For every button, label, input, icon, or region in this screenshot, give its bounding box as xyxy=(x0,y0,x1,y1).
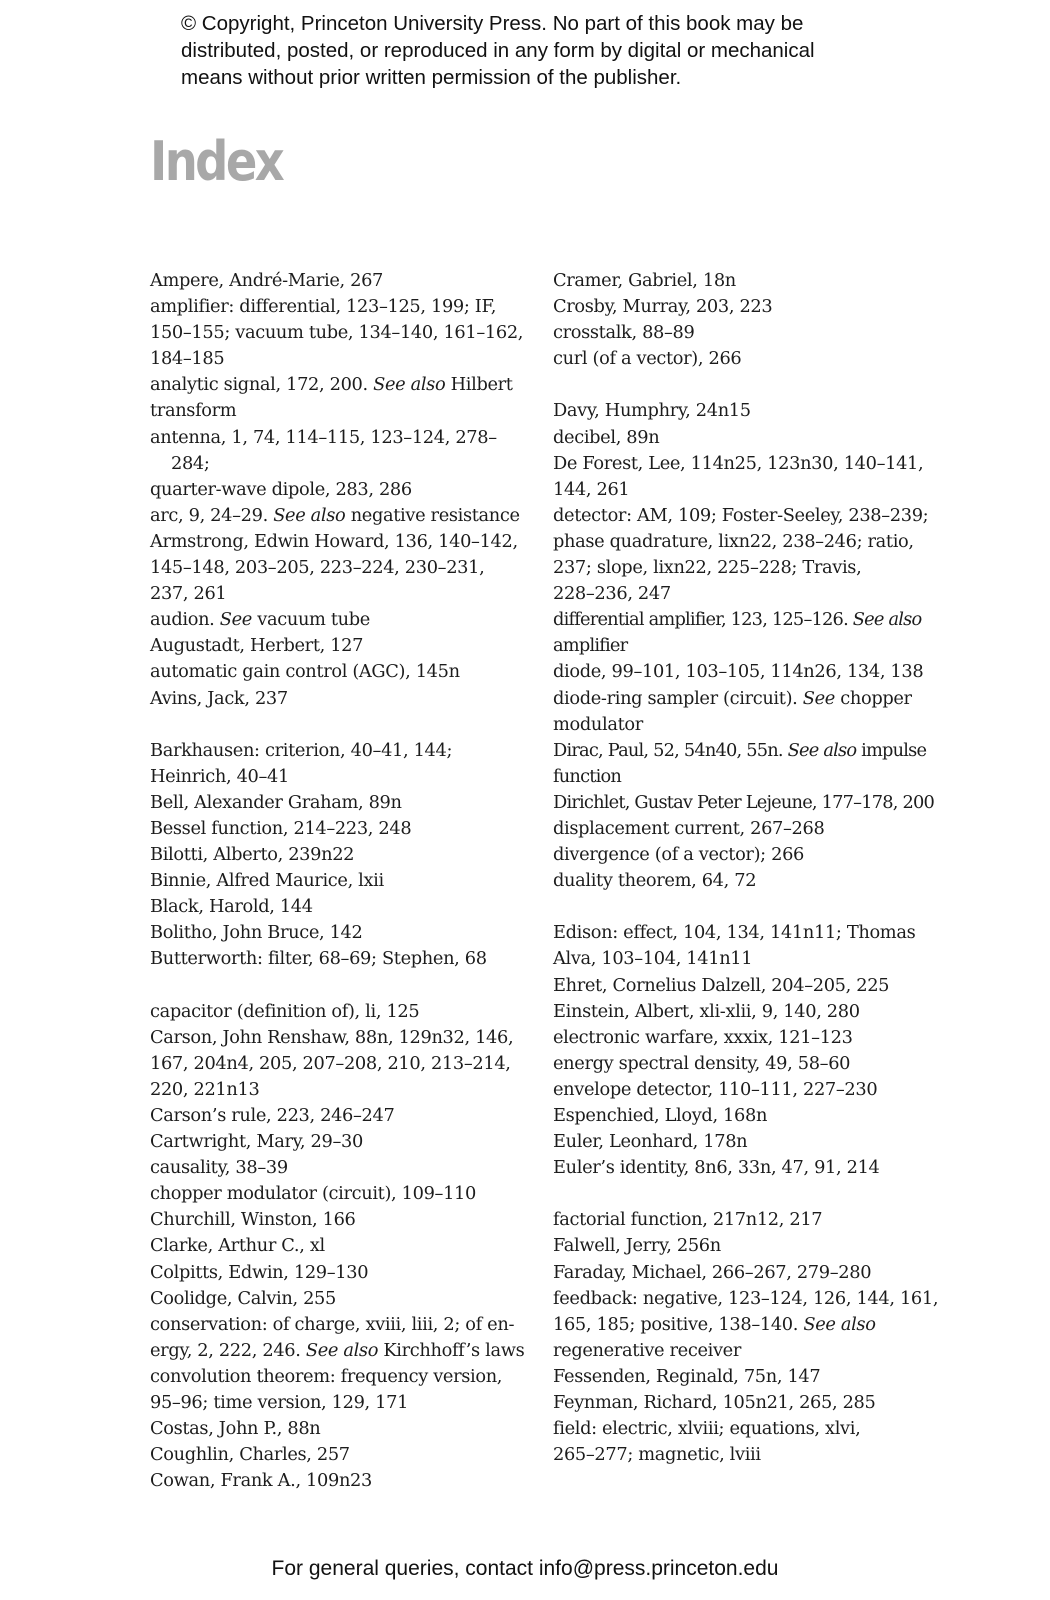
index-entry xyxy=(150,1416,530,1442)
index-column-left xyxy=(150,268,530,1494)
index-entry-line: divergence (of a vector); 266 xyxy=(553,844,805,866)
cross-reference-label: See xyxy=(802,687,835,709)
index-entry-line: 184–185 xyxy=(150,348,225,370)
index-entry xyxy=(150,607,530,633)
index-column-right xyxy=(553,268,943,1468)
index-entry xyxy=(553,816,943,842)
index-entry-line: Faraday, Michael, 266–267, 279–280 xyxy=(553,1261,872,1283)
index-entry xyxy=(150,1103,530,1129)
index-entry-line: De Forest, Lee, 114n25, 123n30, 140–141, xyxy=(553,452,924,474)
cross-reference-label: See also xyxy=(373,374,446,396)
index-entry-line: 237; slope, lixn22, 225–228; Travis, xyxy=(553,557,862,579)
index-entry-line: Carson’s rule, 223, 246–247 xyxy=(150,1105,395,1126)
index-entry xyxy=(150,633,530,659)
index-entry-line: Barkhausen: criterion, 40–41, 144; xyxy=(150,739,453,761)
index-entry-line: Falwell, Jerry, 256n xyxy=(553,1235,721,1257)
cross-reference-label: See also xyxy=(273,504,346,526)
index-entry-line: Augustadt, Herbert, 127 xyxy=(150,635,364,657)
index-entry-line: Euler, Leonhard, 178n xyxy=(553,1131,748,1153)
index-entry-line: 144, 261 xyxy=(553,478,630,500)
index-entry xyxy=(150,1155,530,1181)
index-entry xyxy=(553,1260,943,1286)
index-entry xyxy=(150,868,530,894)
index-entry-line: 220, 221n13 xyxy=(150,1078,260,1100)
index-entry xyxy=(553,1233,943,1259)
index-entry xyxy=(150,1442,530,1468)
index-entry xyxy=(553,1416,943,1468)
index-entry-line: Ampere, André-Marie, 267 xyxy=(150,270,384,291)
index-entry-line: differential amplifier, 123, 125–126. See also xyxy=(553,609,922,631)
index-entry xyxy=(150,1207,530,1233)
index-entry xyxy=(150,659,530,685)
index-entry-line: crosstalk, 88–89 xyxy=(553,322,695,344)
index-entry-line: Carson, John Renshaw, 88n, 129n32, 146, xyxy=(150,1026,514,1048)
index-entry xyxy=(553,738,943,790)
index-entry xyxy=(553,686,943,738)
letter-group-gap xyxy=(553,372,943,398)
index-entry xyxy=(553,1155,943,1181)
index-entry xyxy=(150,268,530,294)
index-entry xyxy=(553,294,943,320)
index-entry xyxy=(553,1129,943,1155)
index-entry-line: duality theorem, 64, 72 xyxy=(553,870,757,892)
index-entry-line: Espenchied, Lloyd, 168n xyxy=(553,1105,768,1126)
index-entry xyxy=(150,999,530,1025)
index-entry xyxy=(553,503,943,607)
index-entry-line: Dirac, Paul, 52, 54n40, 55n. See also impulse xyxy=(553,739,927,761)
index-entry xyxy=(553,868,943,894)
index-entry-line: Feynman, Richard, 105n21, 265, 285 xyxy=(553,1392,876,1414)
letter-group-gap xyxy=(150,973,530,999)
index-entry xyxy=(553,320,943,346)
index-entry-line: Einstein, Albert, xli-xlii, 9, 140, 280 xyxy=(553,1000,860,1022)
index-entry xyxy=(553,1051,943,1077)
letter-group-gap xyxy=(150,712,530,738)
index-entry-line: feedback: negative, 123–124, 126, 144, 161, xyxy=(553,1287,939,1309)
index-entry xyxy=(150,842,530,868)
index-entry xyxy=(553,346,943,372)
index-entry-line: amplifier xyxy=(553,635,628,657)
index-entry-line: automatic gain control (AGC), 145n xyxy=(150,661,460,683)
index-entry-line: Davy, Humphry, 24n15 xyxy=(553,400,751,422)
index-entry xyxy=(150,1129,530,1155)
index-entry xyxy=(150,372,530,424)
index-entry-line: Ehret, Cornelius Dalzell, 204–205, 225 xyxy=(553,974,890,996)
index-entry-line: quarter-wave dipole, 283, 286 xyxy=(150,478,412,500)
index-entry-line: Bessel function, 214–223, 248 xyxy=(150,817,412,839)
index-entry-line: field: electric, xlviii; equations, xlvi, xyxy=(553,1418,861,1440)
index-entry xyxy=(553,451,943,503)
index-entry xyxy=(553,1025,943,1051)
index-entry xyxy=(553,398,943,424)
letter-group-gap xyxy=(553,894,943,920)
index-entry-line: 165, 185; positive, 138–140. See also xyxy=(553,1313,876,1335)
index-entry-line: Coughlin, Charles, 257 xyxy=(150,1444,350,1466)
index-entry-line: Churchill, Winston, 166 xyxy=(150,1209,356,1231)
index-entry xyxy=(150,1312,530,1364)
index-entry-line: Dirichlet, Gustav Peter Lejeune, 177–178, 200 xyxy=(553,791,935,813)
copyright-line: distributed, posted, or reproduced in any form by digital or mechanical xyxy=(181,39,815,62)
index-entry xyxy=(150,920,530,946)
index-entry xyxy=(150,1468,530,1494)
index-entry-line: 237, 261 xyxy=(150,583,227,605)
index-entry xyxy=(553,425,943,451)
index-entry-line: Butterworth: filter, 68–69; Stephen, 68 xyxy=(150,948,487,970)
index-entry-line: Colpitts, Edwin, 129–130 xyxy=(150,1261,369,1283)
index-entry xyxy=(553,842,943,868)
index-entry-line: Cramer, Gabriel, 18n xyxy=(553,270,736,291)
index-entry-line: Costas, John P., 88n xyxy=(150,1418,321,1440)
index-entry xyxy=(150,946,530,972)
index-entry-line: 228–236, 247 xyxy=(553,583,671,605)
index-entry xyxy=(553,1077,943,1103)
index-entry-line: arc, 9, 24–29. See also negative resistance xyxy=(150,504,520,526)
cross-reference-label: See xyxy=(219,609,252,631)
index-entry-line: 150–155; vacuum tube, 134–140, 161–162, xyxy=(150,322,524,344)
index-entry-line: causality, 38–39 xyxy=(150,1157,288,1179)
index-entry xyxy=(150,1233,530,1259)
index-entry-line: diode-ring sampler (circuit). See chopper xyxy=(553,687,912,709)
index-entry xyxy=(150,686,530,712)
index-entry-line: audion. See vacuum tube xyxy=(150,609,370,631)
index-entry-line: Crosby, Murray, 203, 223 xyxy=(553,296,773,318)
index-entry-line: Avins, Jack, 237 xyxy=(150,687,288,709)
copyright-line: means without prior written permission of the publisher. xyxy=(181,66,682,89)
index-entry xyxy=(150,1025,530,1103)
index-entry-line: Heinrich, 40–41 xyxy=(150,765,289,787)
page-title: Index xyxy=(150,130,283,193)
index-entry xyxy=(553,1364,943,1390)
index-entry-line: conservation: of charge, xviii, liii, 2; of en- xyxy=(150,1313,515,1335)
index-entry xyxy=(150,1286,530,1312)
index-entry-line: Armstrong, Edwin Howard, 136, 140–142, xyxy=(150,530,518,552)
index-entry-line: envelope detector, 110–111, 227–230 xyxy=(553,1078,878,1100)
index-entry-line: Cowan, Frank A., 109n23 xyxy=(150,1470,372,1492)
index-entry xyxy=(150,294,530,372)
index-entry xyxy=(150,790,530,816)
index-entry-line: Fessenden, Reginald, 75n, 147 xyxy=(553,1365,821,1387)
index-entry xyxy=(150,503,530,529)
index-entry-line: Clarke, Arthur C., xl xyxy=(150,1235,325,1257)
index-entry-line: 265–277; magnetic, lviii xyxy=(553,1444,761,1466)
index-entry-line: transform xyxy=(150,400,237,422)
index-entry xyxy=(150,425,530,503)
index-entry xyxy=(150,1181,530,1207)
index-entry-line: ergy, 2, 222, 246. See also Kirchhoff’s laws xyxy=(150,1339,525,1361)
index-entry xyxy=(553,1103,943,1129)
index-entry-line: displacement current, 267–268 xyxy=(553,817,825,839)
index-entry xyxy=(553,1390,943,1416)
index-entry xyxy=(553,1207,943,1233)
index-entry-line: Alva, 103–104, 141n11 xyxy=(553,948,753,970)
index-entry xyxy=(150,1364,530,1416)
index-entry xyxy=(553,607,943,659)
index-entry-line: factorial function, 217n12, 217 xyxy=(553,1209,823,1231)
index-entry xyxy=(150,1260,530,1286)
index-entry-line: energy spectral density, 49, 58–60 xyxy=(553,1052,851,1074)
index-entry-line: Bolitho, John Bruce, 142 xyxy=(150,922,363,944)
index-entry-line: 145–148, 203–205, 223–224, 230–231, xyxy=(150,557,485,579)
index-entry-line: curl (of a vector), 266 xyxy=(553,348,742,370)
index-entry-line: Black, Harold, 144 xyxy=(150,896,313,918)
index-entry-line: Coolidge, Calvin, 255 xyxy=(150,1287,336,1309)
index-entry xyxy=(553,920,943,972)
index-entry-line: modulator xyxy=(553,713,643,735)
index-entry xyxy=(553,973,943,999)
index-entry xyxy=(150,894,530,920)
index-entry-line: analytic signal, 172, 200. See also Hilbert xyxy=(150,374,513,396)
letter-group-gap xyxy=(553,1181,943,1207)
index-entry-line: phase quadrature, lixn22, 238–246; ratio, xyxy=(553,530,914,552)
index-entry xyxy=(553,999,943,1025)
index-entry-line: capacitor (definition of), li, 125 xyxy=(150,1000,420,1022)
index-entry xyxy=(150,816,530,842)
copyright-line: © Copyright, Princeton University Press. No part of this book may be xyxy=(181,12,804,35)
index-entry-line: decibel, 89n xyxy=(553,426,660,448)
index-entry-line: 167, 204n4, 205, 207–208, 210, 213–214, xyxy=(150,1052,511,1074)
index-entry-line: 95–96; time version, 129, 171 xyxy=(150,1392,409,1414)
index-entry-line: Bell, Alexander Graham, 89n xyxy=(150,791,402,813)
index-entry-line: Euler’s identity, 8n6, 33n, 47, 91, 214 xyxy=(553,1157,880,1179)
index-entry-line: Cartwright, Mary, 29–30 xyxy=(150,1131,363,1153)
copyright-notice xyxy=(181,10,941,91)
cross-reference-label: See also xyxy=(803,1313,876,1335)
index-entry-line: Edison: effect, 104, 134, 141n11; Thomas xyxy=(553,922,916,944)
footer-contact: For general queries, contact info@press.princeton.edu xyxy=(271,1557,779,1580)
index-entry-line: regenerative receiver xyxy=(553,1339,741,1361)
index-entry-line: detector: AM, 109; Foster-Seeley, 238–239; xyxy=(553,504,929,526)
cross-reference-label: See also xyxy=(305,1339,379,1361)
index-entry-line: chopper modulator (circuit), 109–110 xyxy=(150,1183,476,1205)
index-entry-line: electronic warfare, xxxix, 121–123 xyxy=(553,1026,853,1048)
index-entry-line: Bilotti, Alberto, 239n22 xyxy=(150,844,355,866)
cross-reference-label: See also xyxy=(852,609,922,631)
index-entry xyxy=(150,738,530,790)
index-entry-line: diode, 99–101, 103–105, 114n26, 134, 138 xyxy=(553,661,924,683)
index-entry-line: function xyxy=(553,765,622,787)
index-entry xyxy=(150,529,530,607)
index-entry xyxy=(553,790,943,816)
index-entry xyxy=(553,659,943,685)
index-entry-line: Binnie, Alfred Maurice, lxii xyxy=(150,870,384,892)
cross-reference-label: See also xyxy=(787,739,857,761)
index-entry-line: amplifier: differential, 123–125, 199; IF, xyxy=(150,296,497,318)
index-entry xyxy=(553,1286,943,1364)
index-entry xyxy=(553,268,943,294)
index-entry-line: convolution theorem: frequency version, xyxy=(150,1365,503,1387)
index-entry-line: antenna, 1, 74, 114–115, 123–124, 278–284; xyxy=(150,426,497,474)
